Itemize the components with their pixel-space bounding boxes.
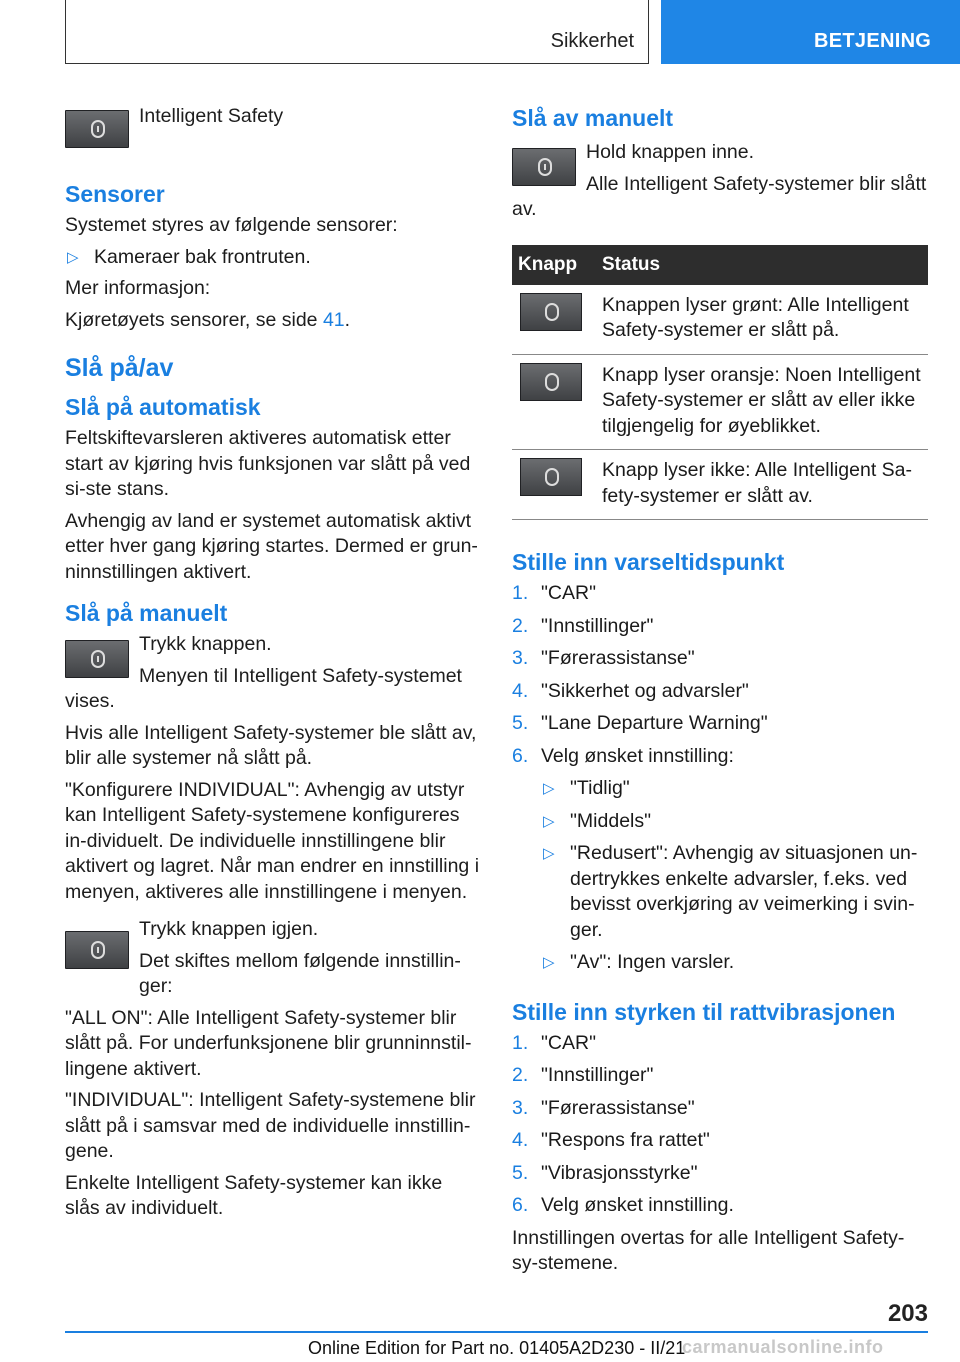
header-chapter-label: BETJENING <box>814 30 932 52</box>
list-item: 6. Velg ønsket innstilling. <box>512 1194 734 1216</box>
header-section-box <box>65 0 649 64</box>
manual-paragraph-1: Hvis alle Intelligent Safety-systemer ble slått av, blir alle systemer nå slått på. <box>65 721 477 769</box>
button-green-icon <box>520 293 582 331</box>
auto-paragraph-2: Avhengig av land er systemet automatisk aktivt etter hver gang kjøring startes. Dermed er grun-ninnstillingen aktivert. <box>65 509 478 583</box>
list-item: 6. Velg ønsket innstilling: <box>512 744 734 767</box>
edition-text: Online Edition for Part no. 01405A2D230 - II/21 <box>308 1338 686 1358</box>
right-column <box>512 100 928 1283</box>
intelligent-safety-button-icon <box>65 931 129 969</box>
button-off-icon <box>520 458 582 496</box>
list-item: 3. "Førerassistanse" <box>512 1096 695 1119</box>
all-on-description: "ALL ON": Alle Intelligent Safety-systemer blir slått på. For underfunksjonene blir grunninnstil-lingene aktivert. <box>65 1006 472 1080</box>
bullet-triangle-icon: ▷ <box>67 248 79 266</box>
page-header <box>0 0 960 66</box>
individual-description: "INDIVIDUAL": Intelligent Safety-systemene blir slått på i samsvar med de individuelle innstillin-gene. <box>65 1089 476 1162</box>
list-item <box>65 245 480 271</box>
intro-caption: Intelligent Safety <box>139 105 284 127</box>
bullet-triangle-icon: ▷ <box>543 780 555 797</box>
intelligent-safety-button-icon <box>512 148 576 186</box>
bullet-triangle-icon: ▷ <box>543 954 555 971</box>
auto-heading: Slå på automatisk <box>65 394 261 420</box>
manual-step-1-result: Menyen til Intelligent Safety-systemet vises. <box>65 664 462 712</box>
sensors-reference: Kjøretøyets sensorer, se side 41. <box>65 308 351 331</box>
status-cell: Knapp lyser oransje: Noen Intelligent Safety-systemer er slått av eller ikke tilgjengelig for øyeblikket. <box>596 354 928 450</box>
manual-step-2-result: Det skiftes mellom følgende innstillin-ger: <box>139 949 461 997</box>
watermark: carmanualsonline.info <box>682 1337 884 1357</box>
list-item: 5. "Vibrasjonsstyrke" <box>512 1161 698 1184</box>
manual-paragraph-2: "Konfigurere INDIVIDUAL": Avhengig av utstyr kan Intelligent Safety-systemene konfigureres in-dividuelt. De individuelle innstillingene blir aktivert og lagret. Når man endrer en innstilling i menyen, aktiveres alle innstillingene i menyen. <box>65 778 480 903</box>
sensors-text: Systemet styres av følgende sensorer: <box>65 214 398 236</box>
button-orange-icon <box>520 363 582 401</box>
more-info-label: Mer informasjon: <box>65 277 211 299</box>
bullet-text: Kameraer bak frontruten. <box>94 245 311 268</box>
list-item: ▷ "Middels" <box>541 809 928 835</box>
status-cell: Knappen lyser grønt: Alle Intelligent Safety-systemer er slått på. <box>596 285 928 355</box>
auto-paragraph-1: Feltskiftevarsleren aktiveres automatisk etter start av kjøring hvis funksjonen var slått på ved si-ste stans. <box>65 427 471 500</box>
list-item: 3. "Førerassistanse" <box>512 647 695 669</box>
button-status-table <box>512 245 928 521</box>
warning-time-heading: Stille inn varseltidspunkt <box>512 549 785 575</box>
header-chapter-tab[interactable] <box>661 0 960 64</box>
list-item: ▷ "Av": Ingen varsler. <box>541 950 928 976</box>
list-item: 1. "CAR" <box>512 1031 597 1054</box>
header-section-title: Sikkerhet <box>550 30 634 52</box>
bullet-triangle-icon: ▷ <box>543 812 555 830</box>
list-item: 1. "CAR" <box>512 582 597 604</box>
table-row <box>512 285 928 355</box>
page-number: 203 <box>887 1300 928 1327</box>
onoff-heading: Slå på/av <box>65 354 174 382</box>
list-item: ▷ "Redusert": Avhengig av situasjonen un-dertrykkes enkelte advarsler, f.eks. ved bevisst overkjøring av veimerking i svin-ger. <box>541 841 928 943</box>
page-reference-link[interactable]: 41 <box>322 308 345 331</box>
list-item: ▷ "Tidlig" <box>541 776 928 802</box>
list-item: 2. "Innstillinger" <box>512 614 654 637</box>
off-step-result: Alle Intelligent Safety-systemer blir slått av. <box>512 172 927 220</box>
list-item: 5. "Lane Departure Warning" <box>512 712 768 734</box>
manual-off-heading: Slå av manuelt <box>512 105 674 131</box>
manual-on-heading: Slå på manuelt <box>65 600 228 626</box>
table-header-row <box>512 245 928 285</box>
left-column <box>65 100 480 1228</box>
intelligent-safety-button-icon <box>65 640 129 678</box>
vibration-note: Innstillingen overtas for alle Intelligent Safety-sy-stemene. <box>512 1226 905 1274</box>
sensors-heading: Sensorer <box>65 181 165 207</box>
vibration-heading: Stille inn styrken til rattvibrasjonen <box>512 998 896 1025</box>
list-item: 4. "Respons fra rattet" <box>512 1129 710 1151</box>
manual-step-1: Trykk knappen. <box>139 633 272 655</box>
bullet-triangle-icon: ▷ <box>543 845 555 862</box>
table-row <box>512 450 928 520</box>
table-header-status: Status <box>596 245 928 285</box>
footer-divider <box>65 1331 928 1333</box>
status-cell: Knapp lyser ikke: Alle Intelligent Sa-fety-systemer er slått av. <box>596 450 928 520</box>
table-header-button: Knapp <box>512 245 596 285</box>
list-item: 4. "Sikkerhet og advarsler" <box>512 679 749 702</box>
table-row <box>512 354 928 450</box>
list-item: 2. "Innstillinger" <box>512 1064 654 1086</box>
manual-step-2: Trykk knappen igjen. <box>139 918 319 940</box>
note-paragraph: Enkelte Intelligent Safety-systemer kan ikke slås av individuelt. <box>65 1171 443 1219</box>
intelligent-safety-button-icon <box>65 110 129 148</box>
off-step: Hold knappen inne. <box>586 141 755 163</box>
